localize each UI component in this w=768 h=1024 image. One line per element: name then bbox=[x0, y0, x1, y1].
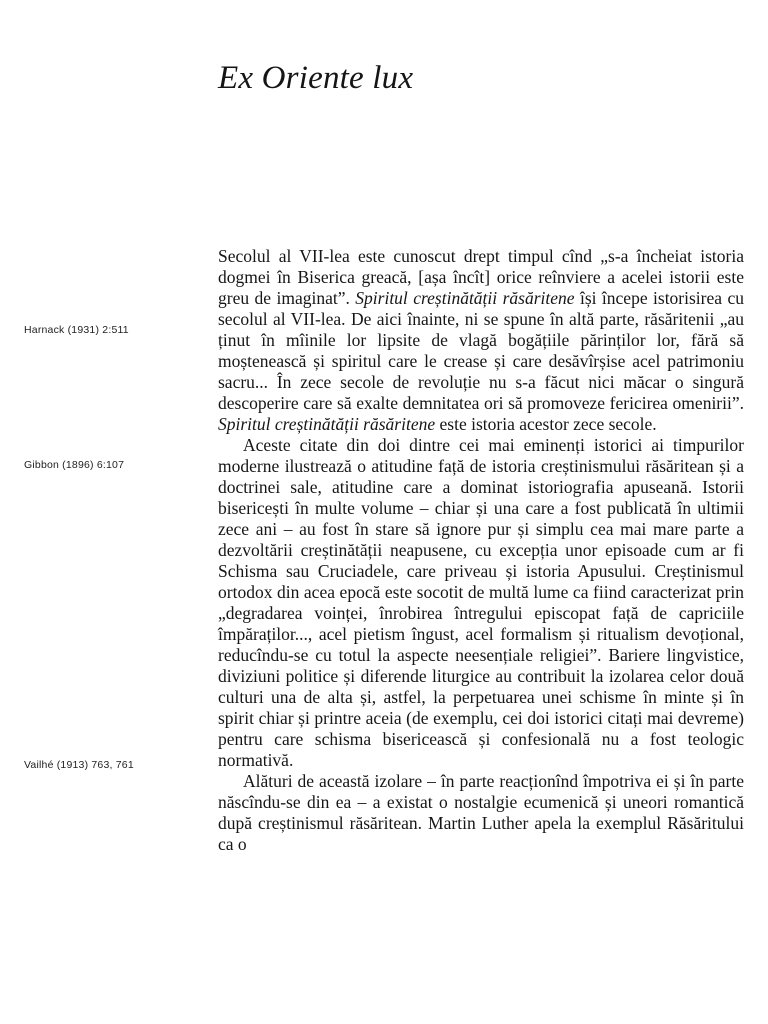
paragraph-text: își începe istorisirea cu secolul al VII-lea. De aici înainte, ni se spune în altă parte, răsăritenii „au ținut în mîinile lor lipsite de vlagă bogățiile părinților lor, fără să moștenească și spiritul care le crease și care desăvîrșise acel patrimoniu sacru... În zece secole de revoluție nu s-a făcut nici măcar o singură descoperire care să exalte demnitatea ori să promoveze fericirea omenirii”. bbox=[218, 288, 744, 413]
paragraph bbox=[218, 771, 744, 855]
body-text bbox=[218, 246, 744, 855]
paragraph-text: Alături de această izolare – în parte reacționînd împotriva ei și în parte născîndu-se din ea – a existat o nostalgie ecumenică și uneori romantică după creștinismul răsăritean. Martin Luther apela la exemplul Răsăritului ca o bbox=[218, 771, 744, 854]
chapter-title: Ex Oriente lux bbox=[218, 60, 414, 96]
book-title-italic: Spiritul creștinătății răsăritene bbox=[355, 288, 575, 308]
margin-citation-vailhe: Vailhé (1913) 763, 761 bbox=[24, 759, 134, 771]
margin-citation-gibbon: Gibbon (1896) 6:107 bbox=[24, 459, 125, 471]
margin-citation-harnack: Harnack (1931) 2:511 bbox=[24, 324, 129, 336]
paragraph bbox=[218, 246, 744, 435]
paragraph-text: este istoria acestor zece secole. bbox=[435, 414, 657, 434]
paragraph-text: Aceste citate din doi dintre cei mai eminenți istorici ai timpurilor moderne ilustrează o atitudine față de istoria creștinismului răsăritean și a doctrinei sale, atitudine care a dominat istoriografia apuseană. Istorii bisericești în multe volume – chiar și una care a fost publicată în ultimii zece ani – au fost în stare să ignore pur și simplu cea mai mare parte a dezvoltării creștinătății neapusene, cu excepția unor episoade cum ar fi Schisma sau Cruciadele, care priveau și istoria Apusului. Creștinismul ortodox din acea epocă este socotit de multă lume ca fiind caracterizat prin „degradarea voinței, înrobirea întregului episcopat față de capriciile împăraților..., acel pietism îngust, acel formalism și ritualism devoțional, reducîndu-se cu totul la aspecte neesențiale religiei”. Bariere lingvistice, diviziuni politice și diferende liturgice au contribuit la izolarea celor două culturi una de alta și, astfel, la perpetuarea unei schisme în minte și în spirit chiar și printre aceia (de exemplu, cei doi istorici citați mai devreme) pentru care schisma bisericească și confesională nu a fost teologic normativă. bbox=[218, 435, 744, 770]
paragraph bbox=[218, 435, 744, 771]
book-title-italic: Spiritul creștinătății răsăritene bbox=[218, 414, 436, 434]
paragraph-text: Secolul al VII-lea este cunoscut drept timpul cînd „s-a încheiat istoria dogmei în Biserica greacă, [așa încît] orice reînviere a acelei istorii este greu de imaginat”. bbox=[218, 246, 744, 308]
